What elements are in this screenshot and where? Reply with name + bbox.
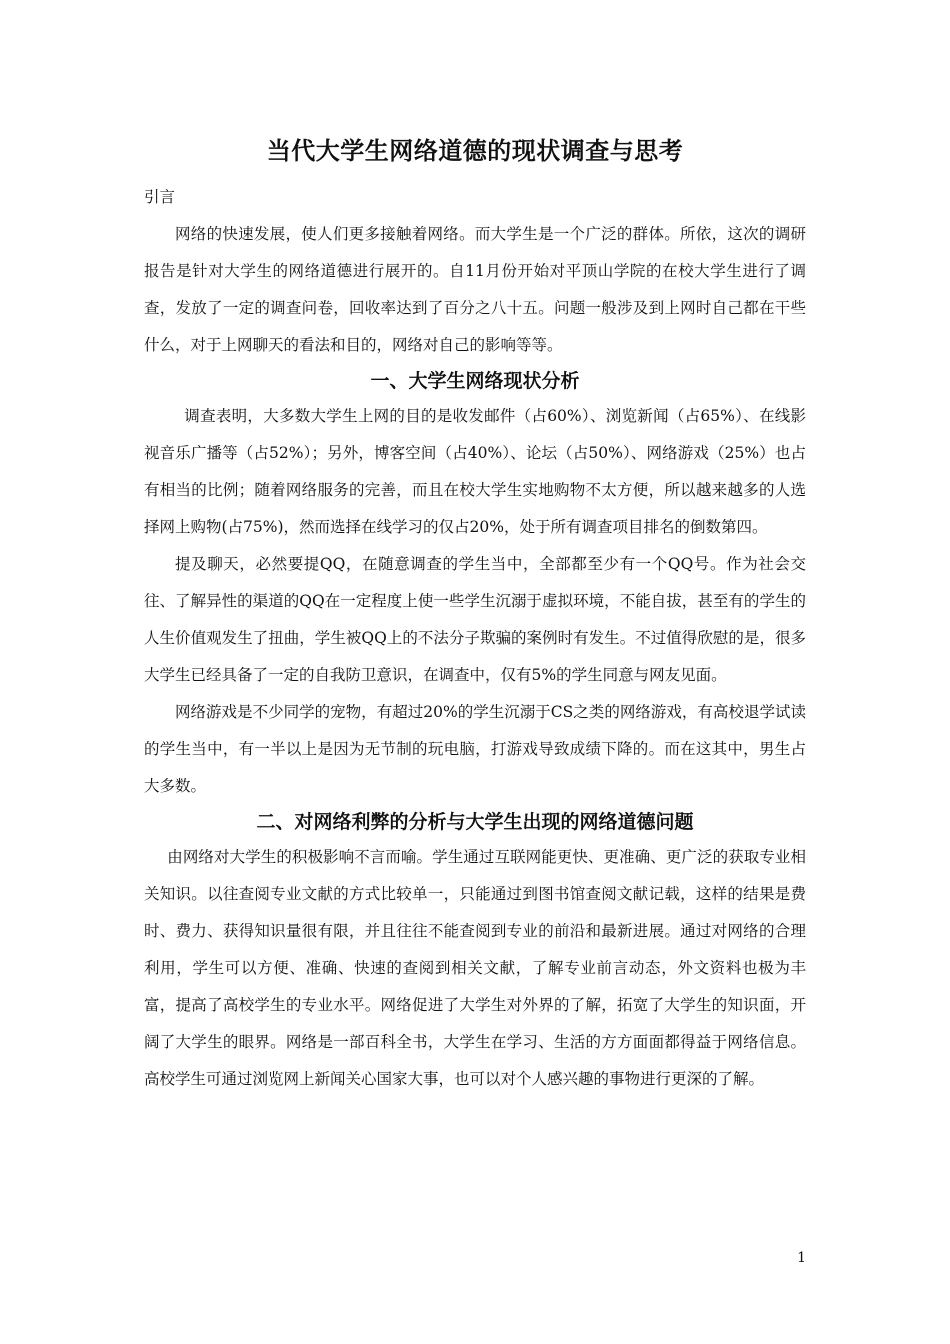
section-1-paragraph: 提及聊天，必然要提QQ，在随意调查的学生当中，全部都至少有一个QQ号。作为社会交往、了解异性的渠道的QQ在一定程度上使一些学生沉溺于虚拟环境，不能自拔，甚至有的学生的人生价值观发生了扭曲，学生被QQ上的不法分子欺骗的案例时有发生。不过值得欣慰的是，很多大学生已经具备了一定的自我防卫意识，在调查中，仅有5%的学生同意与网友见面。 [144, 555, 806, 684]
section-1-heading: 一、大学生网络现状分析 [370, 370, 580, 392]
page-number: 1 [797, 1250, 806, 1266]
section-1-paragraph: 调查表明，大多数大学生上网的目的是收发邮件（占60%）、浏览新闻（占65%）、在线影视音乐广播等（占52%）；另外，博客空间（占40%）、论坛（占50%）、网络游戏（25%）也占有相当的比例；随着网络服务的完善，而且在校大学生实地购物不太方便，所以越来越多的人选择网上购物(占75%)，然而选择在线学习的仅占20%，处于所有调查项目排名的倒数第四。 [144, 407, 806, 536]
document-title: 当代大学生网络道德的现状调查与思考 [266, 136, 684, 165]
intro-paragraph: 网络的快速发展，使人们更多接触着网络。而大学生是一个广泛的群体。所依，这次的调研报告是针对大学生的网络道德进行展开的。自11月份开始对平顶山学院的在校大学生进行了调查，发放了一定的调查问卷，回收率达到了百分之八十五。问题一般涉及到上网时自己都在干些什么，对于上网聊天的看法和目的，网络对自己的影响等等。 [144, 225, 806, 354]
document-body [144, 131, 806, 1098]
section-2-heading: 二、对网络利弊的分析与大学生出现的网络道德问题 [256, 811, 694, 833]
section-1-paragraph: 网络游戏是不少同学的宠物，有超过20%的学生沉溺于CS之类的网络游戏，有高校退学试读的学生当中，有一半以上是因为无节制的玩电脑，打游戏导致成绩下降的。而在这其中，男生占大多数。 [144, 703, 806, 795]
section-2-paragraph: 由网络对大学生的积极影响不言而喻。学生通过互联网能更快、更准确、更广泛的获取专业相关知识。以往查阅专业文献的方式比较单一，只能通过到图书馆查阅文献记载，这样的结果是费时、费力、获得知识量很有限，并且往往不能查阅到专业的前沿和最新进展。通过对网络的合理利用，学生可以方便、准确、快速的查阅到相关文献，了解专业前言动态，外文资料也极为丰富，提高了高校学生的专业水平。网络促进了大学生对外界的了解，拓宽了大学生的知识面，开阔了大学生的眼界。网络是一部百科全书，大学生在学习、生活的方方面面都得益于网络信息。高校学生可通过浏览网上新闻关心国家大事，也可以对个人感兴趣的事物进行更深的了解。 [144, 848, 806, 1088]
intro-label: 引言 [144, 188, 176, 206]
